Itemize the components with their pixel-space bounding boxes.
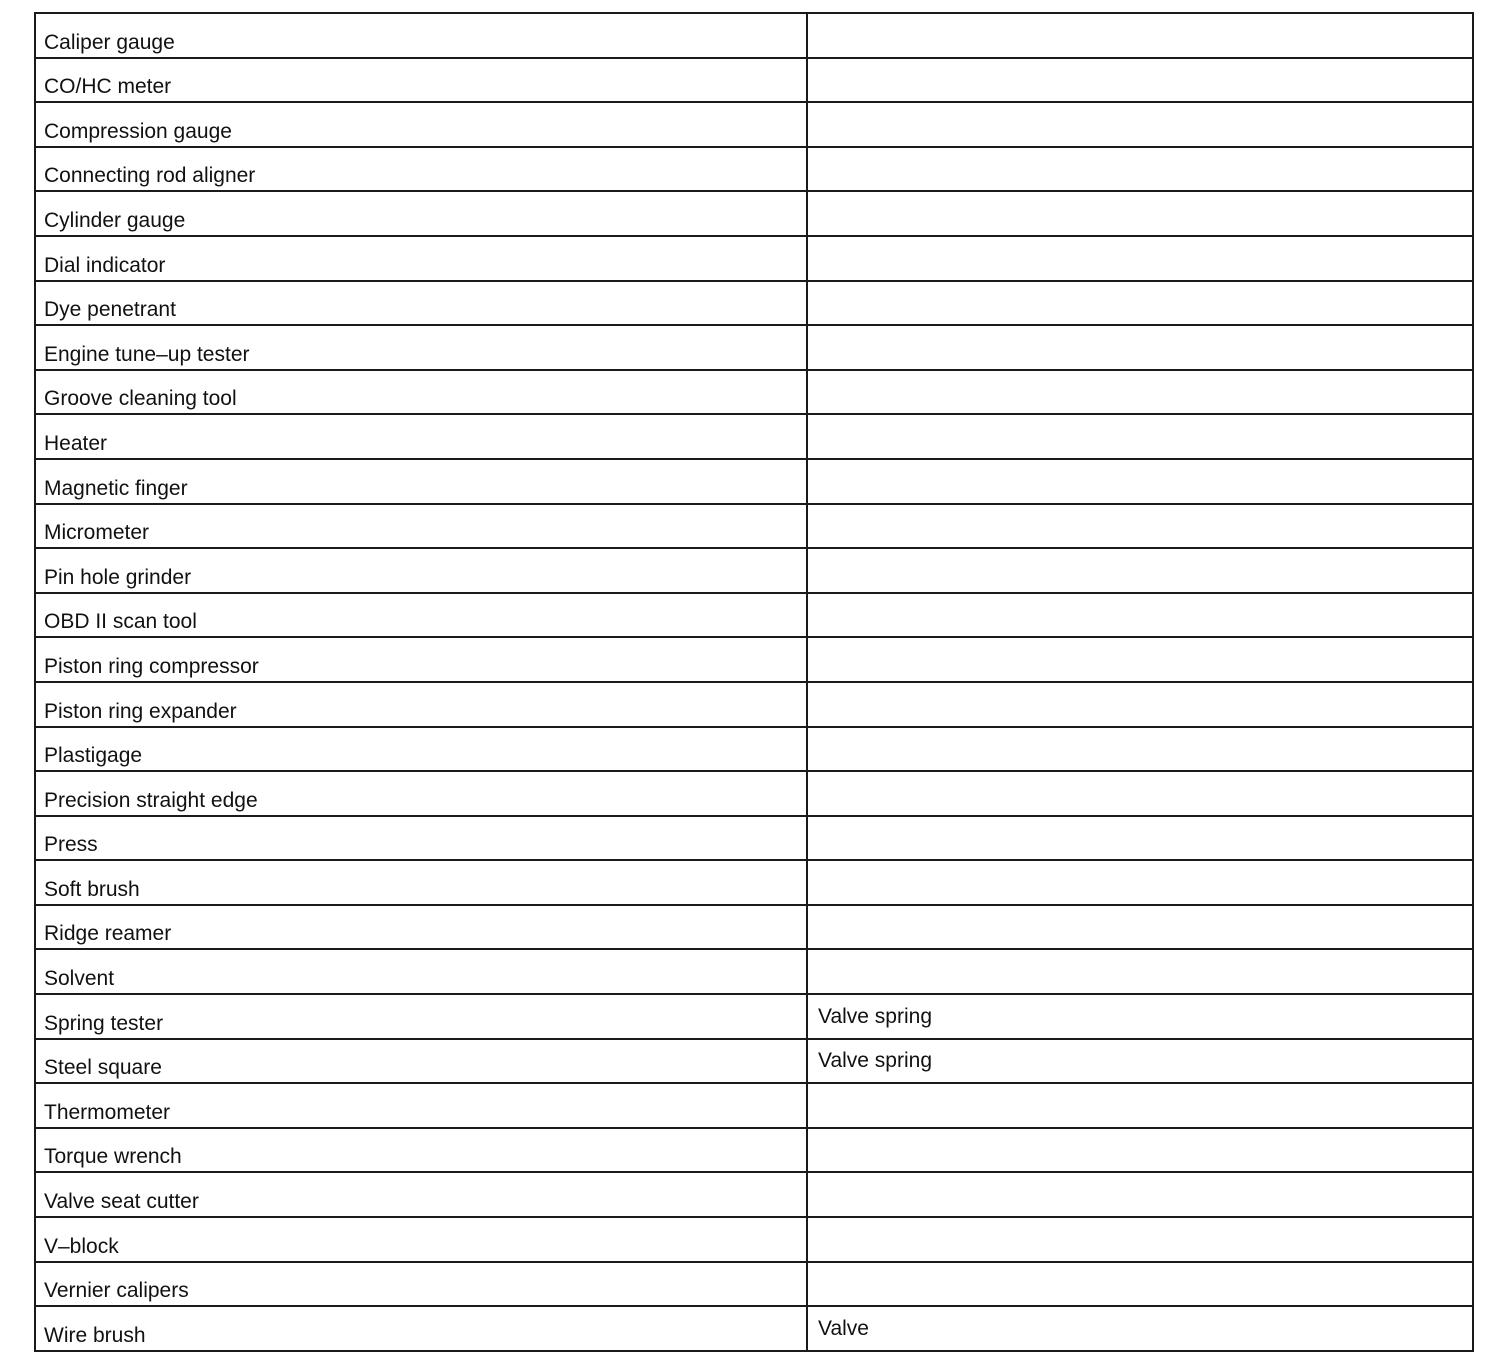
table-row [35,1217,1473,1262]
tool-name-cell: Groove cleaning tool [35,370,807,415]
tool-name-cell: Valve seat cutter [35,1172,807,1217]
tool-name-cell: Wire brush [35,1306,807,1351]
table-row [35,281,1473,326]
tool-name-cell: Soft brush [35,860,807,905]
tool-use-cell [807,1128,1473,1173]
tool-name-cell: Precision straight edge [35,771,807,816]
tool-use-cell [807,548,1473,593]
tool-use-cell: Valve [807,1306,1473,1351]
table-row [35,771,1473,816]
tool-use-cell: Valve spring [807,1039,1473,1084]
tool-use-cell [807,637,1473,682]
table-row [35,860,1473,905]
table-row [35,682,1473,727]
tool-use-cell [807,1083,1473,1128]
tool-name-cell: Cylinder gauge [35,191,807,236]
tool-name-cell: Compression gauge [35,102,807,147]
table-row [35,1306,1473,1351]
table-row [35,994,1473,1039]
tool-use-cell [807,147,1473,192]
tool-name-cell: Connecting rod aligner [35,147,807,192]
table-row [35,325,1473,370]
tool-use-cell [807,459,1473,504]
tool-name-cell: Micrometer [35,504,807,549]
tool-table-body [35,13,1473,1351]
tool-use-cell [807,905,1473,950]
table-row [35,370,1473,415]
table-row [35,147,1473,192]
tool-table [34,12,1474,1352]
tool-name-cell: Dial indicator [35,236,807,281]
tool-use-cell [807,1217,1473,1262]
tool-name-cell: Thermometer [35,1083,807,1128]
tool-name-cell: OBD II scan tool [35,593,807,638]
tool-name-cell: Steel square [35,1039,807,1084]
tool-name-cell: Spring tester [35,994,807,1039]
tool-name-cell: Plastigage [35,727,807,772]
table-row [35,727,1473,772]
tool-name-cell: Ridge reamer [35,905,807,950]
tool-name-cell: Engine tune–up tester [35,325,807,370]
tool-name-cell: V–block [35,1217,807,1262]
tool-use-cell [807,1172,1473,1217]
tool-use-cell [807,281,1473,326]
table-row [35,1083,1473,1128]
tool-use-cell [807,593,1473,638]
table-row [35,949,1473,994]
table-row [35,102,1473,147]
table-row [35,236,1473,281]
table-row [35,816,1473,861]
tool-name-cell: Press [35,816,807,861]
tool-use-cell [807,727,1473,772]
table-row [35,905,1473,950]
tool-name-cell: Vernier calipers [35,1262,807,1307]
tool-use-cell [807,191,1473,236]
table-row [35,637,1473,682]
tool-name-cell: Solvent [35,949,807,994]
tool-name-cell: Dye penetrant [35,281,807,326]
tool-use-cell [807,414,1473,459]
tool-use-cell [807,58,1473,103]
table-row [35,548,1473,593]
tool-worksheet [34,12,1472,1352]
tool-name-cell: Caliper gauge [35,13,807,58]
tool-use-cell [807,949,1473,994]
tool-name-cell: Pin hole grinder [35,548,807,593]
table-row [35,1039,1473,1084]
table-row [35,58,1473,103]
tool-use-cell [807,816,1473,861]
table-row [35,1262,1473,1307]
tool-name-cell: Magnetic finger [35,459,807,504]
tool-use-cell [807,682,1473,727]
tool-use-cell [807,236,1473,281]
table-row [35,459,1473,504]
table-row [35,593,1473,638]
tool-use-cell [807,370,1473,415]
tool-use-cell: Valve spring [807,994,1473,1039]
tool-use-cell [807,13,1473,58]
tool-use-cell [807,325,1473,370]
tool-name-cell: Heater [35,414,807,459]
table-row [35,13,1473,58]
tool-name-cell: CO/HC meter [35,58,807,103]
tool-name-cell: Piston ring expander [35,682,807,727]
table-row [35,414,1473,459]
tool-use-cell [807,860,1473,905]
tool-use-cell [807,771,1473,816]
tool-name-cell: Piston ring compressor [35,637,807,682]
tool-use-cell [807,1262,1473,1307]
table-row [35,1128,1473,1173]
tool-use-cell [807,102,1473,147]
table-row [35,191,1473,236]
tool-name-cell: Torque wrench [35,1128,807,1173]
table-row [35,504,1473,549]
table-row [35,1172,1473,1217]
tool-use-cell [807,504,1473,549]
